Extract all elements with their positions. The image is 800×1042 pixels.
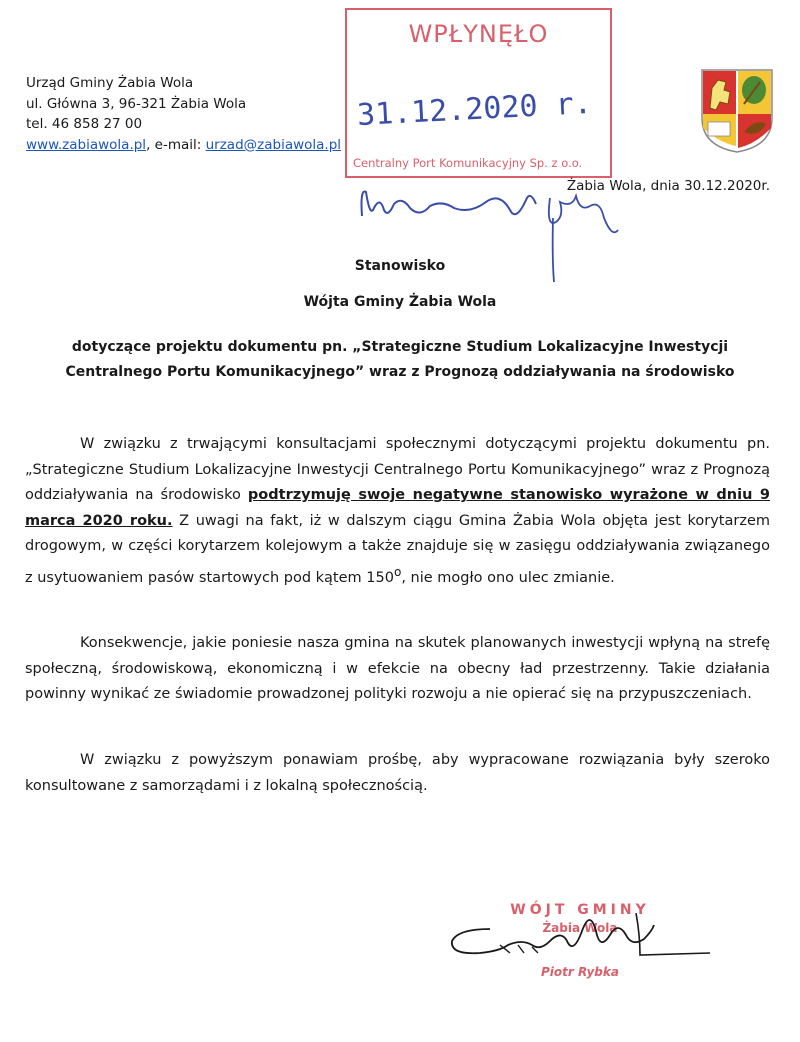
paragraph-1-emphasis: podtrzymuję swoje negatywne stanowisko wyrażone w dniu 9 marca 2020 roku. bbox=[25, 487, 770, 529]
document-subject-line-1: dotyczące projektu dokumentu pn. „Strategiczne Studium Lokalizacyjne Inwestycji bbox=[71, 339, 729, 355]
paragraph-1-end: Z uwagi na fakt, iż w dalszym ciągu Gmina Żabia Wola objęta jest korytarzem drogowym, w części korytarzem kolejowym a także znajduje się w zasięgu oddziaływania związanego z usytuowaniem pasów startowych pod kątem 150 bbox=[25, 512, 770, 586]
stamp-company: Centralny Port Komunikacyjny Sp. z o.o. bbox=[353, 156, 583, 170]
sender-contact bbox=[26, 135, 341, 156]
email-label: , e-mail: bbox=[146, 136, 206, 153]
document-subject-line-2: Centralnego Portu Komunikacyjnego” wraz z Prognozą oddziaływania na środowisko bbox=[65, 364, 735, 380]
mayor-signature-icon bbox=[440, 895, 720, 995]
paragraph-1-tail: , nie mogło ono ulec zmianie. bbox=[401, 569, 615, 586]
paragraph-1-start: W związku z trwającymi konsultacjami społecznymi dotyczącymi projektu dokumentu pn. „Strategiczne Studium Lokalizacyjne Inwestycji Centralnego Portu Komunikacyjnego” wraz z Prognozą oddziaływania na środowisko bbox=[25, 436, 770, 504]
stamp-title: WPŁYNĘŁO bbox=[408, 20, 549, 48]
degree-symbol: o bbox=[393, 564, 402, 579]
document-title: Stanowisko bbox=[354, 258, 446, 274]
received-stamp bbox=[345, 8, 612, 178]
signature-role: WÓJT GMINY bbox=[510, 902, 650, 918]
sender-block bbox=[26, 73, 341, 155]
signature-name: Piotr Rybka bbox=[541, 965, 619, 979]
sender-name: Urząd Gminy Żabia Wola bbox=[26, 75, 194, 91]
coat-of-arms-icon bbox=[700, 68, 774, 154]
paragraph-3: W związku z powyższym ponawiam prośbę, aby wypracowane rozwiązania były szeroko konsultowane z samorządami i z lokalną społecznością. bbox=[25, 752, 770, 794]
stamp-date: 31.12.2020 r. bbox=[356, 85, 593, 134]
document-subject bbox=[0, 335, 800, 385]
website-link[interactable]: www.zabiawola.pl bbox=[26, 136, 147, 153]
sender-phone: tel. 46 858 27 00 bbox=[26, 116, 143, 132]
document-author-title: Wójta Gminy Żabia Wola bbox=[303, 294, 497, 310]
sender-address: ul. Główna 3, 96-321 Żabia Wola bbox=[26, 95, 247, 112]
paragraph-2: Konsekwencje, jakie poniesie nasza gmina na skutek planowanych inwestycji wpłyną na strefę społeczną, środowiskową, ekonomiczną i w efekcie na obecny ład przestrzenny. Takie działania powinny wynikać ze świadomie prowadzonej polityki rozwoju a nie opierać się na przypuszczeniach. bbox=[25, 635, 770, 703]
email-link[interactable]: urzad@zabiawola.pl bbox=[205, 136, 342, 153]
place-and-date: Żabia Wola, dnia 30.12.2020r. bbox=[566, 178, 770, 194]
signature-place: Żabia Wola bbox=[542, 921, 618, 935]
paragraph-1 bbox=[25, 432, 770, 591]
